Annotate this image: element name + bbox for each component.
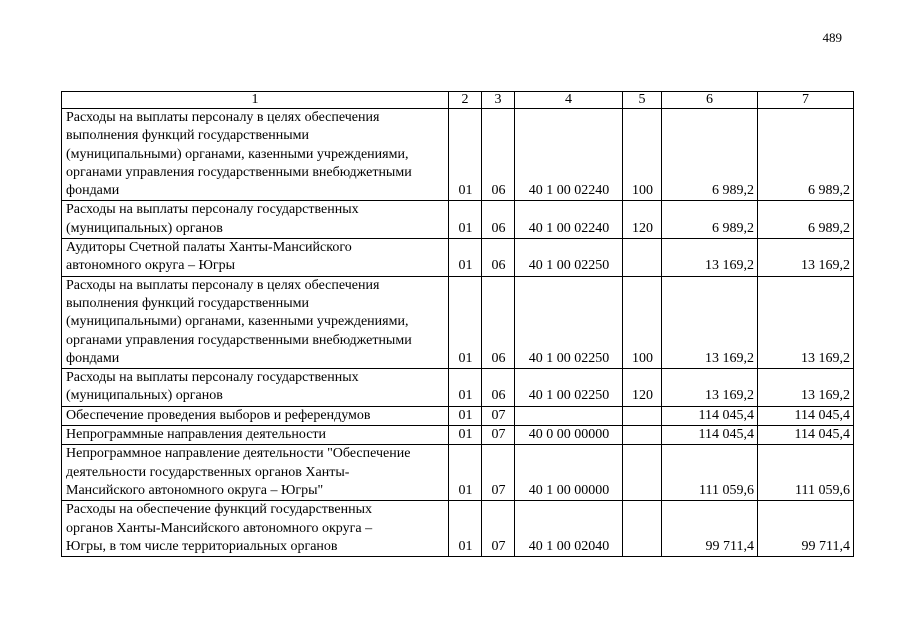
expense-type-cell	[623, 501, 662, 557]
expense-type-cell: 100	[623, 276, 662, 368]
row-name-line: (муниципальных) органов	[66, 220, 223, 236]
target-article-cell: 40 0 00 00000	[515, 426, 623, 445]
row-name-line: Расходы на обеспечение функций государственных	[66, 502, 373, 518]
row-name-cell	[62, 426, 449, 445]
row-name-cell	[62, 109, 449, 201]
row-name-line: фондами	[66, 183, 120, 199]
amount-cell: 111 059,6	[662, 445, 758, 501]
row-name-cell	[62, 239, 449, 277]
expense-type-cell: 120	[623, 201, 662, 239]
target-article-cell: 40 1 00 02240	[515, 201, 623, 239]
table-row	[62, 201, 854, 239]
section-cell: 01	[449, 406, 482, 425]
section-cell: 01	[449, 276, 482, 368]
row-name-line: Мансийского автономного округа – Югры"	[66, 482, 324, 498]
table-row	[62, 406, 854, 425]
section-cell: 01	[449, 109, 482, 201]
amount-cell: 111 059,6	[758, 445, 854, 501]
amount-cell: 114 045,4	[662, 406, 758, 425]
table-row	[62, 109, 854, 201]
subsection-cell: 07	[482, 501, 515, 557]
table-row	[62, 426, 854, 445]
row-name-line: деятельности государственных органов Ханты-	[66, 464, 350, 480]
amount-cell: 114 045,4	[758, 426, 854, 445]
section-cell: 01	[449, 501, 482, 557]
table-row	[62, 501, 854, 557]
subsection-cell: 06	[482, 276, 515, 368]
row-name-line: (муниципальными) органами, казенными учреждениями,	[66, 314, 409, 330]
header-cell: 1	[62, 92, 449, 109]
expense-type-cell	[623, 406, 662, 425]
expense-type-cell	[623, 239, 662, 277]
amount-cell: 13 169,2	[662, 239, 758, 277]
target-article-cell: 40 1 00 02040	[515, 501, 623, 557]
section-cell: 01	[449, 239, 482, 277]
amount-cell: 13 169,2	[662, 369, 758, 407]
amount-cell: 13 169,2	[758, 369, 854, 407]
target-article-cell: 40 1 00 02250	[515, 369, 623, 407]
row-name-line: органами управления государственными внебюджетными	[66, 332, 412, 348]
amount-cell: 6 989,2	[758, 109, 854, 201]
row-name-line: Расходы на выплаты персоналу в целях обеспечения	[66, 277, 380, 293]
header-cell: 3	[482, 92, 515, 109]
row-name-cell	[62, 501, 449, 557]
table-row	[62, 369, 854, 407]
amount-cell: 6 989,2	[758, 201, 854, 239]
header-cell: 4	[515, 92, 623, 109]
table-row	[62, 276, 854, 368]
row-name-line: (муниципальных) органов	[66, 388, 223, 404]
subsection-cell: 07	[482, 426, 515, 445]
row-name-cell	[62, 369, 449, 407]
table-row	[62, 445, 854, 501]
amount-cell: 99 711,4	[662, 501, 758, 557]
row-name-line: автономного округа – Югры	[66, 258, 235, 274]
section-cell: 01	[449, 201, 482, 239]
amount-cell: 6 989,2	[662, 109, 758, 201]
budget-table	[61, 91, 854, 557]
expense-type-cell: 100	[623, 109, 662, 201]
amount-cell: 13 169,2	[662, 276, 758, 368]
section-cell: 01	[449, 445, 482, 501]
row-name-cell	[62, 201, 449, 239]
target-article-cell: 40 1 00 02250	[515, 239, 623, 277]
row-name-line: органов Ханты-Мансийского автономного округа –	[66, 520, 373, 536]
amount-cell: 13 169,2	[758, 239, 854, 277]
row-name-cell	[62, 406, 449, 425]
header-cell: 2	[449, 92, 482, 109]
amount-cell: 6 989,2	[662, 201, 758, 239]
row-name-cell	[62, 276, 449, 368]
subsection-cell: 06	[482, 369, 515, 407]
row-name-line: Непрограммное направление деятельности "Обеспечение	[66, 446, 411, 462]
amount-cell: 114 045,4	[662, 426, 758, 445]
target-article-cell	[515, 406, 623, 425]
row-name-line: Расходы на выплаты персоналу государственных	[66, 370, 359, 386]
row-name-cell	[62, 445, 449, 501]
row-name-line: Расходы на выплаты персоналу в целях обеспечения	[66, 110, 380, 125]
amount-cell: 99 711,4	[758, 501, 854, 557]
page-number: 489	[822, 30, 842, 45]
row-name-line: Югры, в том числе территориальных органов	[66, 538, 338, 554]
section-cell: 01	[449, 369, 482, 407]
target-article-cell: 40 1 00 02240	[515, 109, 623, 201]
header-cell: 5	[623, 92, 662, 109]
row-name-line: выполнения функций государственными	[66, 295, 309, 311]
row-name-line: Аудиторы Счетной палаты Ханты-Мансийского	[66, 240, 352, 256]
subsection-cell: 07	[482, 406, 515, 425]
section-cell: 01	[449, 426, 482, 445]
subsection-cell: 07	[482, 445, 515, 501]
target-article-cell: 40 1 00 00000	[515, 445, 623, 501]
row-name-line: органами управления государственными внебюджетными	[66, 164, 412, 180]
target-article-cell: 40 1 00 02250	[515, 276, 623, 368]
amount-cell: 114 045,4	[758, 406, 854, 425]
row-name-line: (муниципальными) органами, казенными учреждениями,	[66, 146, 409, 162]
expense-type-cell	[623, 445, 662, 501]
subsection-cell: 06	[482, 239, 515, 277]
amount-cell: 13 169,2	[758, 276, 854, 368]
table-header-row	[62, 92, 854, 109]
row-name-line: фондами	[66, 350, 120, 366]
expense-type-cell: 120	[623, 369, 662, 407]
header-cell: 6	[662, 92, 758, 109]
row-name-line: Непрограммные направления деятельности	[66, 427, 327, 443]
subsection-cell: 06	[482, 109, 515, 201]
row-name-line: Расходы на выплаты персоналу государственных	[66, 202, 359, 218]
row-name-line: выполнения функций государственными	[66, 128, 309, 144]
expense-type-cell	[623, 426, 662, 445]
header-cell: 7	[758, 92, 854, 109]
subsection-cell: 06	[482, 201, 515, 239]
row-name-line: Обеспечение проведения выборов и референдумов	[66, 407, 371, 423]
table-row	[62, 239, 854, 277]
